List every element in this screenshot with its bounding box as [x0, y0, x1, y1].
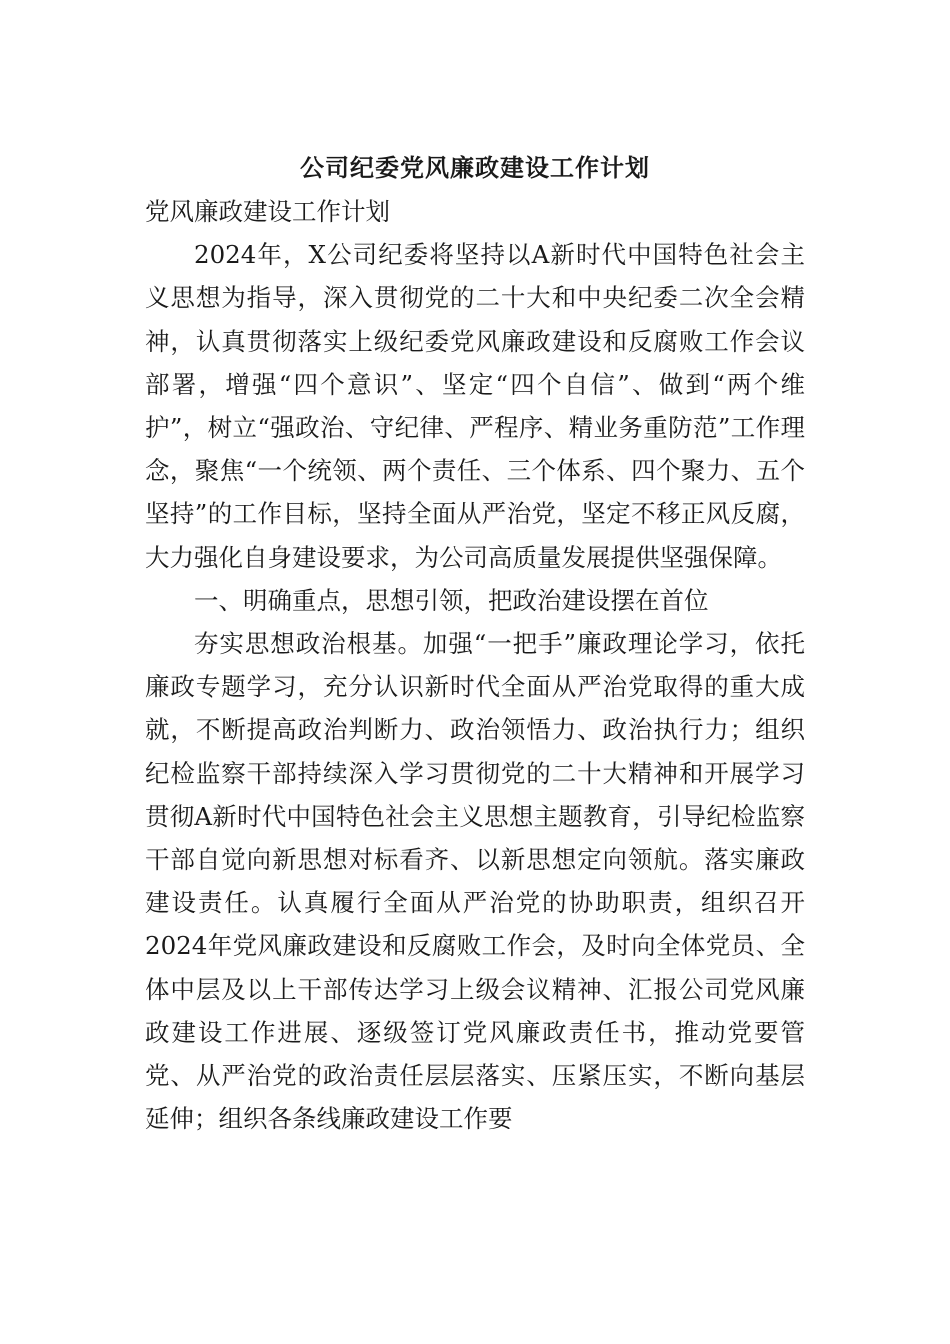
- document-subtitle: 党风廉政建设工作计划: [145, 197, 390, 226]
- document-body: [145, 190, 805, 1140]
- intro-paragraph: 2024年，X公司纪委将坚持以A新时代中国特色社会主义思想为指导，深入贯彻党的二十大和中央纪委二次全会精神，认真贯彻落实上级纪委党风廉政建设和反腐败工作会议部署，增强“四个意识”、坚定“四个自信”、做到“两个维护”，树立“强政治、守纪律、严程序、精业务重防范”工作理念，聚焦“一个统领、两个责任、三个体系、四个聚力、五个坚持”的工作目标，坚持全面从严治党，坚定不移正风反腐，大力强化自身建设要求，为公司高质量发展提供坚强保障。: [145, 240, 805, 572]
- section-heading: 一、明确重点，思想引领，把政治建设摆在首位: [194, 585, 709, 615]
- document-title: 公司纪委党风廉政建设工作计划: [300, 153, 650, 182]
- section-paragraph: 夯实思想政治根基。加强“一把手”廉政理论学习，依托廉政专题学习，充分认识新时代全面从严治党取得的重大成就，不断提高政治判断力、政治领悟力、政治执行力；组织纪检监察干部持续深入学习贯彻党的二十大精神和开展学习贯彻A新时代中国特色社会主义思想主题教育，引导纪检监察干部自觉向新思想对标看齐、以新思想定向领航。落实廉政建设责任。认真履行全面从严治党的协助职责，组织召开2024年党风廉政建设和反腐败工作会，及时向全体党员、全体中层及以上干部传达学习上级会议精神、汇报公司党风廉政建设工作进展、逐级签订党风廉政责任书，推动党要管党、从严治党的政治责任层层落实、压紧压实，不断向基层延伸；组织各条线廉政建设工作要: [145, 629, 805, 1134]
